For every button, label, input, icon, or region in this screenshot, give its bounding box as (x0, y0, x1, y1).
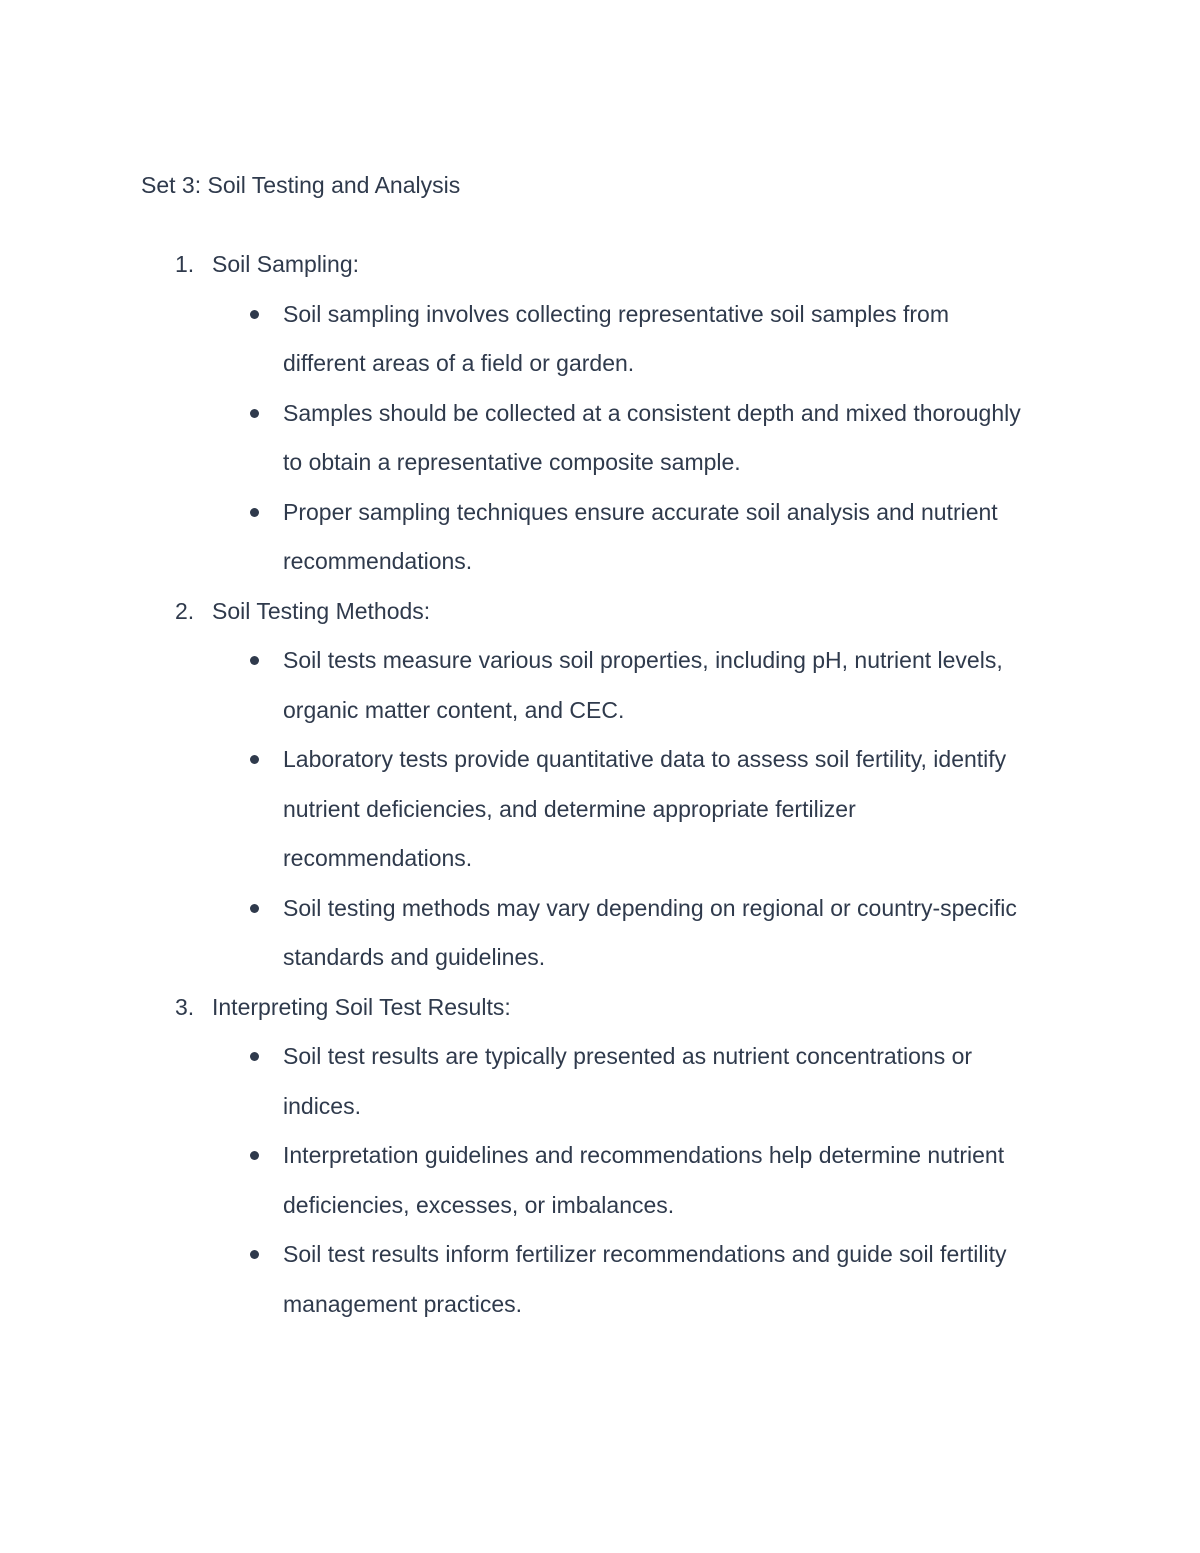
bullet-dot-icon (250, 1052, 259, 1061)
bullet-item (0, 1238, 1200, 1337)
bullet-text-line: Proper sampling techniques ensure accurate soil analysis and nutrient (283, 498, 998, 525)
bullet-list (0, 1040, 1200, 1337)
bullet-dot-icon (250, 656, 259, 665)
bullet-dot-icon (250, 904, 259, 913)
bullet-dot-icon (250, 755, 259, 764)
section-list (0, 248, 1200, 1337)
bullet-item (0, 892, 1200, 991)
bullet-text-line: management practices. (283, 1290, 523, 1317)
bullet-text-line: to obtain a representative composite sample. (283, 449, 741, 475)
bullet-item (0, 298, 1200, 397)
bullet-text-line: nutrient deficiencies, and determine appropriate fertilizer (283, 795, 856, 822)
bullet-item (0, 1040, 1200, 1139)
bullet-text-line: Interpretation guidelines and recommendations help determine nutrient (283, 1142, 1005, 1168)
bullet-text-line: Soil testing methods may vary depending on regional or country-specific (283, 894, 1017, 921)
bullet-text-line: Soil test results inform fertilizer recommendations and guide soil fertility (283, 1241, 1007, 1267)
section-number: 3. (175, 993, 195, 1020)
bullet-text-line: deficiencies, excesses, or imbalances. (283, 1191, 675, 1218)
section-item (0, 991, 1200, 1338)
bullet-dot-icon (250, 310, 259, 319)
section-item (0, 248, 1200, 595)
section-heading (0, 595, 1200, 645)
section-number: 1. (175, 251, 195, 277)
bullet-item (0, 644, 1200, 743)
bullet-text-line: different areas of a field or garden. (283, 350, 635, 376)
section-label: Soil Sampling: (212, 251, 360, 277)
bullet-list (0, 298, 1200, 595)
bullet-text-line: Samples should be collected at a consistent depth and mixed thoroughly (283, 399, 1021, 426)
bullet-text-line: Soil tests measure various soil properties, including pH, nutrient levels, (283, 647, 1003, 673)
bullet-item (0, 496, 1200, 595)
bullet-dot-icon (250, 409, 259, 418)
document-title: Set 3: Soil Testing and Analysis (141, 172, 461, 198)
bullet-text-line: Soil sampling involves collecting representative soil samples from (283, 300, 950, 327)
bullet-dot-icon (250, 1151, 259, 1160)
section-heading (0, 991, 1200, 1041)
bullet-list (0, 644, 1200, 991)
section-item (0, 595, 1200, 991)
section-label: Interpreting Soil Test Results: (212, 993, 511, 1020)
bullet-text-line: standards and guidelines. (283, 944, 546, 970)
bullet-text-line: Soil test results are typically presented as nutrient concentrations or (283, 1043, 973, 1069)
section-label: Soil Testing Methods: (212, 597, 431, 624)
bullet-dot-icon (250, 508, 259, 517)
bullet-text-line: organic matter content, and CEC. (283, 696, 625, 723)
bullet-item (0, 1139, 1200, 1238)
bullet-dot-icon (250, 1250, 259, 1259)
bullet-text-line: indices. (283, 1092, 361, 1119)
section-heading (0, 248, 1200, 298)
bullet-text-line: Laboratory tests provide quantitative data to assess soil fertility, identify (283, 746, 1007, 772)
bullet-text-line: recommendations. (283, 845, 473, 871)
bullet-item (0, 397, 1200, 496)
section-number: 2. (175, 597, 195, 624)
bullet-item (0, 743, 1200, 892)
bullet-text-line: recommendations. (283, 548, 473, 574)
